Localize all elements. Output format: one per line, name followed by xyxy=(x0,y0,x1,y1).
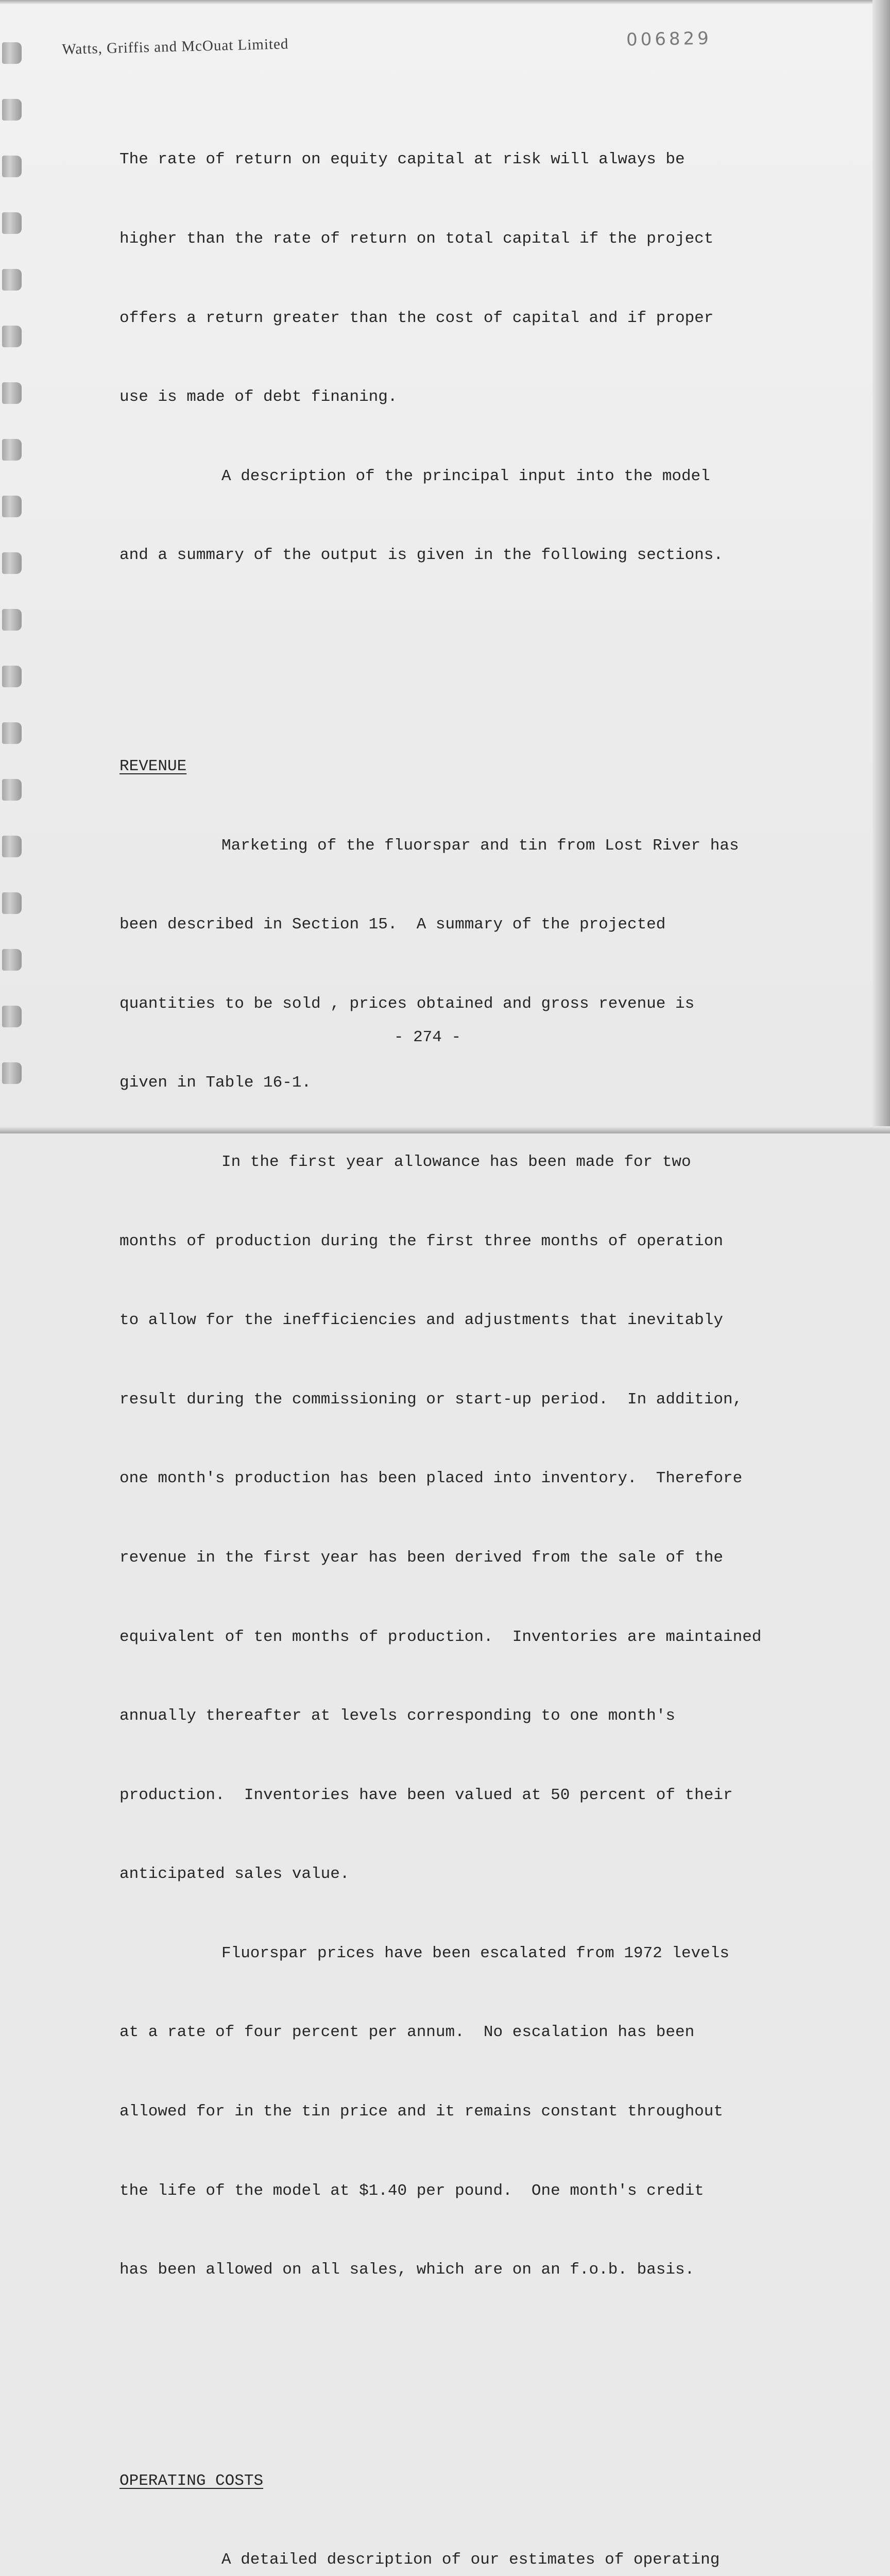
binding-hole xyxy=(2,666,22,687)
text-line: anticipated sales value. xyxy=(119,1865,350,1884)
binding-hole xyxy=(2,269,22,291)
heading-text: REVENUE xyxy=(119,757,187,775)
text-line: Fluorspar prices have been escalated from 1972 levels xyxy=(221,1944,729,1962)
text-line: use is made of debt finaning. xyxy=(119,388,398,406)
binding-hole xyxy=(2,382,22,404)
text-line: The rate of return on equity capital at risk will always be xyxy=(119,150,685,169)
text-line: equivalent of ten months of production. Inventories are maintained xyxy=(119,1628,762,1646)
binding-hole xyxy=(2,1062,22,1084)
page-top-edge xyxy=(0,0,890,4)
text-line: A description of the principal input into the model xyxy=(221,467,710,485)
binding-hole xyxy=(2,836,22,857)
text-line: has been allowed on all sales, which are on an f.o.b. basis. xyxy=(119,2261,695,2279)
text-line: the life of the model at $1.40 per pound. One month's credit xyxy=(119,2181,704,2200)
binding-hole xyxy=(2,949,22,971)
binding-hole xyxy=(2,439,22,461)
paragraph-gap xyxy=(119,648,820,674)
binding-hole xyxy=(2,42,22,64)
binding-hole xyxy=(2,326,22,347)
text-line: months of production during the first three months of operation xyxy=(119,1232,723,1250)
heading-text: OPERATING COSTS xyxy=(119,2471,264,2490)
company-letterhead: Watts, Griffis and McOuat Limited xyxy=(62,36,289,58)
document-number: 006829 xyxy=(626,28,712,50)
binding-hole xyxy=(2,156,22,177)
text-line: offers a return greater than the cost of capital and if proper xyxy=(119,309,714,327)
text-line: higher than the rate of return on total capital if the project xyxy=(119,230,714,248)
text-line: one month's production has been placed into inventory. Therefore xyxy=(119,1469,743,1488)
section-heading-revenue xyxy=(119,753,820,779)
document-body xyxy=(119,94,820,2576)
text-line: production. Inventories have been valued at 50 percent of their xyxy=(119,1786,733,1804)
text-line: at a rate of four percent per annum. No escalation has been xyxy=(119,2023,695,2042)
text-line: revenue in the first year has been derived from the sale of the xyxy=(119,1548,723,1567)
binding-hole xyxy=(2,722,22,744)
binding-hole xyxy=(2,779,22,801)
text-line: A detailed description of our estimates of operating xyxy=(221,2551,720,2569)
binding-hole xyxy=(2,212,22,234)
text-line: to allow for the inefficiencies and adjustments that inevitably xyxy=(119,1311,723,1330)
text-line: quantities to be sold , prices obtained and gross revenue is xyxy=(119,994,695,1013)
text-line: given in Table 16-1. xyxy=(119,1074,312,1092)
text-line: been described in Section 15. A summary of the projected xyxy=(119,916,666,934)
text-line: annually thereafter at levels corresponding to one month's xyxy=(119,1707,675,1725)
binding-hole xyxy=(2,552,22,574)
text-line: and a summary of the output is given in the following sections. xyxy=(119,546,723,565)
text-line: Marketing of the fluorspar and tin from Lost River has xyxy=(221,836,739,855)
section-heading-operating-costs xyxy=(119,2468,820,2494)
page-number: - 274 - xyxy=(393,1028,461,1046)
text-line: result during the commissioning or start-up period. In addition, xyxy=(119,1390,743,1409)
binding-hole xyxy=(2,892,22,914)
text-line: In the first year allowance has been made for two xyxy=(221,1153,691,1171)
binding-hole xyxy=(2,1006,22,1027)
spiral-binding xyxy=(0,0,26,1133)
paragraph-gap xyxy=(119,2362,820,2388)
binding-hole xyxy=(2,99,22,121)
page-right-edge-shadow xyxy=(872,0,890,1133)
binding-hole xyxy=(2,496,22,517)
text-line: allowed for in the tin price and it remains constant throughout xyxy=(119,2103,723,2121)
binding-hole xyxy=(2,609,22,631)
